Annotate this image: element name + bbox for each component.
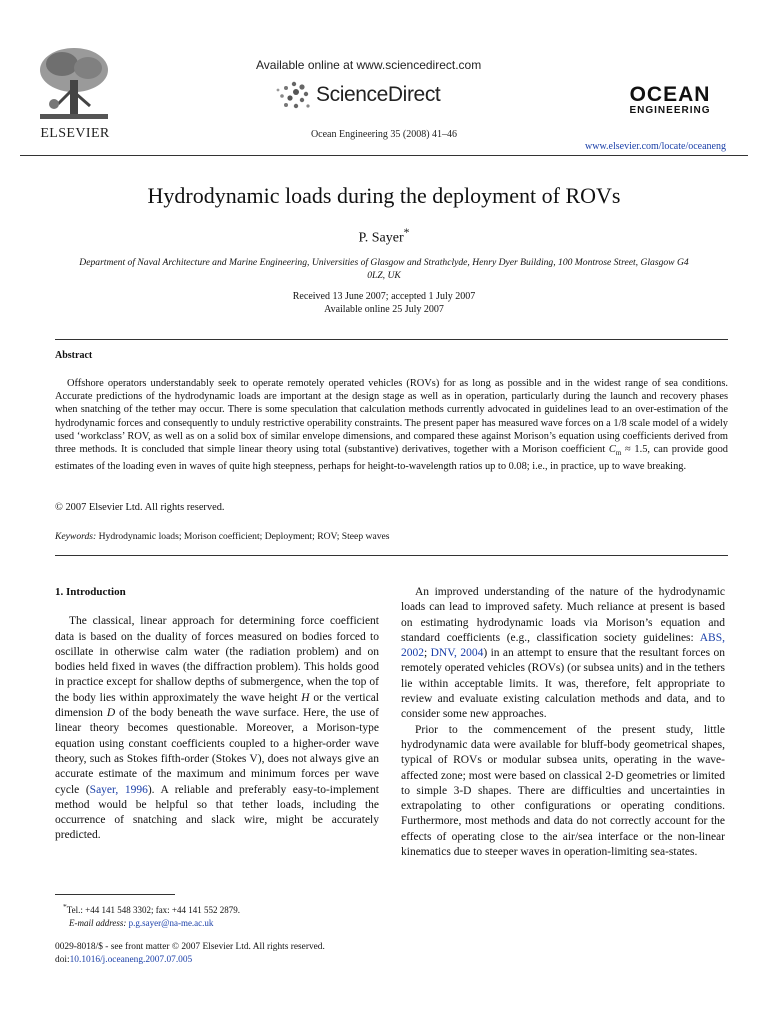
abstract-text-part1: Offshore operators understandably seek to operate remotely operated vehicles (ROVs) for as long as possible and in the widest range of sea conditions. Accurate predictions of the hydrodynamic loads are important at the design stage as well as in operation, particularly during the launch and recovery phases when snatching of the tether may occur. There is some speculation that calculation methods currently advocated in guidelines lead to an over-estimation of the hydrodynamic forces and consequently to unduly restrictive operability constraints. The present paper has measured wave forces on a 1/8 scale model of a widely used ‘workclass’ ROV, as well as on a solid box of similar envelope dimensions, and compared these against Morison’s equation using coefficients derived from three methods. It is concluded that simple linear theory using total (substantive) derivatives, together with a Morison coefficient <box>55 378 728 456</box>
paragraph-text: ; <box>424 647 431 660</box>
footnote-tel-line <box>55 900 385 917</box>
article-dates <box>0 290 768 316</box>
author-line <box>0 226 768 247</box>
header-divider <box>20 155 748 156</box>
abstract-bottom-divider <box>55 555 728 556</box>
cm-symbol: C <box>608 444 616 456</box>
symbol-h: H <box>301 691 310 704</box>
doi-link[interactable]: 10.1016/j.oceaneng.2007.07.005 <box>69 955 193 965</box>
author-footnote-mark[interactable]: * <box>403 226 410 239</box>
footnote-email-line <box>55 917 385 930</box>
article-title: Hydrodynamic loads during the deployment of ROVs <box>147 183 621 208</box>
page-footer <box>55 941 385 967</box>
keywords-line <box>55 531 390 542</box>
paragraph-text: An improved understanding of the nature of the hydrodynamic loads can lead to improved safety. Much reliance at present is based on estimating hydrodynamic loads via Morison’s equation and standard coefficients (e.g., classification society guidelines: <box>401 586 725 644</box>
email-label: E-mail address: <box>69 918 127 928</box>
abstract-body <box>55 377 728 474</box>
body-paragraph <box>401 585 725 723</box>
keywords-label: Keywords: <box>55 531 97 542</box>
paragraph-text: of the body beneath the wave surface. Here, the use of linear theory becomes questionable. Moreover, a Morison-type equation using constant coefficients coupled to a higher-order wave theory, such as Stokes fifth-order (Stokes V), does not always give an accurate estimate of the maximum and minimum forces per wave cycle ( <box>55 707 380 796</box>
citation-link-abs[interactable]: ABS, 2002 <box>401 631 725 660</box>
journal-url-link[interactable]: www.elsevier.com/locate/oceaneng <box>585 141 726 152</box>
cm-subscript: m <box>615 449 622 458</box>
body-paragraph: Prior to the commencement of the present study, little hydrodynamic data were available for bluff-body geometrical shapes, typical of ROVs or modular subsea units, operating in the wave-affected zone; most were based on classical 2-D geometries or limited to simple 3-D shapes. There are difficulties and uncertainties in extrapolating to other configurations or operating conditions. Furthermore, most methods and data do not correctly account for the effects of operating close to the air/sea interface or the non-linear kinematics due to steeper waves in operation-limiting sea-states. <box>401 723 725 859</box>
section-heading: 1. Introduction <box>55 586 126 598</box>
keywords-list: Hydrodynamic loads; Morison coefficient; Deployment; ROV; Steep waves <box>98 531 390 542</box>
footnote-tel: Tel.: +44 141 548 3302; fax: +44 141 552 2879. <box>66 905 241 915</box>
author-affiliation: Department of Naval Architecture and Marine Engineering, Universities of Glasgow and Strathclyde, Henry Dyer Building, 100 Montrose Street, Glasgow G4 0LZ, UK <box>79 257 689 281</box>
citation-link-sayer[interactable]: Sayer, 1996 <box>89 783 148 796</box>
issn-line: 0029-8018/$ - see front matter © 2007 Elsevier Ltd. All rights reserved. <box>55 942 325 952</box>
sciencedirect-logo <box>274 78 474 114</box>
journal-citation: Ocean Engineering 35 (2008) 41–46 <box>310 129 458 140</box>
paragraph-text: The classical, linear approach for determining force coefficient data is based on the duality of forces measured on bodies forced to oscillate in otherwise calm water (the radiation problem) and on bodies held fixed in waves (the diffraction problem). This holds good in practice except for shallow depths of submergence, when the top of the body lies within approximately the wave height <box>55 615 379 704</box>
body-right-column <box>401 585 725 860</box>
abstract-copyright: © 2007 Elsevier Ltd. All rights reserved. <box>55 502 225 513</box>
received-date: Received 13 June 2007; accepted 1 July 2007 <box>292 291 476 302</box>
journal-logo-line1: OCEAN <box>629 83 711 106</box>
abstract-text-part2: ≈ 1.5, can provide good estimates of the loading even in waves of quite high steepness, perhaps for height-to-wavelength ratios up to 0.08; i.e., in practice, up to wave breaking. <box>55 444 729 473</box>
abstract-top-divider <box>55 339 728 340</box>
journal-logo-line2: ENGINEERING <box>629 105 711 116</box>
sciencedirect-dots-icon <box>274 78 314 114</box>
elsevier-wordmark: ELSEVIER <box>40 126 110 141</box>
body-left-column <box>55 585 379 844</box>
doi-line <box>55 954 385 967</box>
author-email-link[interactable]: p.g.sayer@na-me.ac.uk <box>128 918 214 928</box>
available-online-text: Available online at www.sciencedirect.com <box>256 58 482 72</box>
journal-logo <box>600 84 740 116</box>
symbol-d: D <box>106 707 116 720</box>
footnote-divider <box>55 894 175 895</box>
abstract-paragraph <box>55 377 728 474</box>
elsevier-tree-icon <box>34 44 114 122</box>
paragraph-text: or the vertical dimension <box>55 691 380 720</box>
footnote-mark: * <box>63 902 67 911</box>
available-date: Available online 25 July 2007 <box>324 304 444 315</box>
body-paragraph <box>55 614 379 843</box>
doi-label: doi: <box>55 955 70 965</box>
paragraph-text: ). A reliable and preferably easy-to-implement method would be helpful so that tether loads, including the occurrence of snatching and slack wire, might be accurately predicted. <box>55 783 379 842</box>
sciencedirect-wordmark: ScienceDirect <box>316 83 441 106</box>
paragraph-text: ) in an attempt to ensure that the resultant forces on remotely operated vehicles (ROVs) (or subsea units) and in the tethers lie within acceptable limits. It was, therefore, felt appropriate to review and evaluate existing calculation methods and data, and to consider some new approaches. <box>401 647 725 721</box>
author-name: P. Sayer <box>358 230 404 246</box>
citation-link-dnv[interactable]: DNV, 2004 <box>430 647 484 660</box>
abstract-heading: Abstract <box>55 350 93 361</box>
author-footnote <box>55 900 385 930</box>
